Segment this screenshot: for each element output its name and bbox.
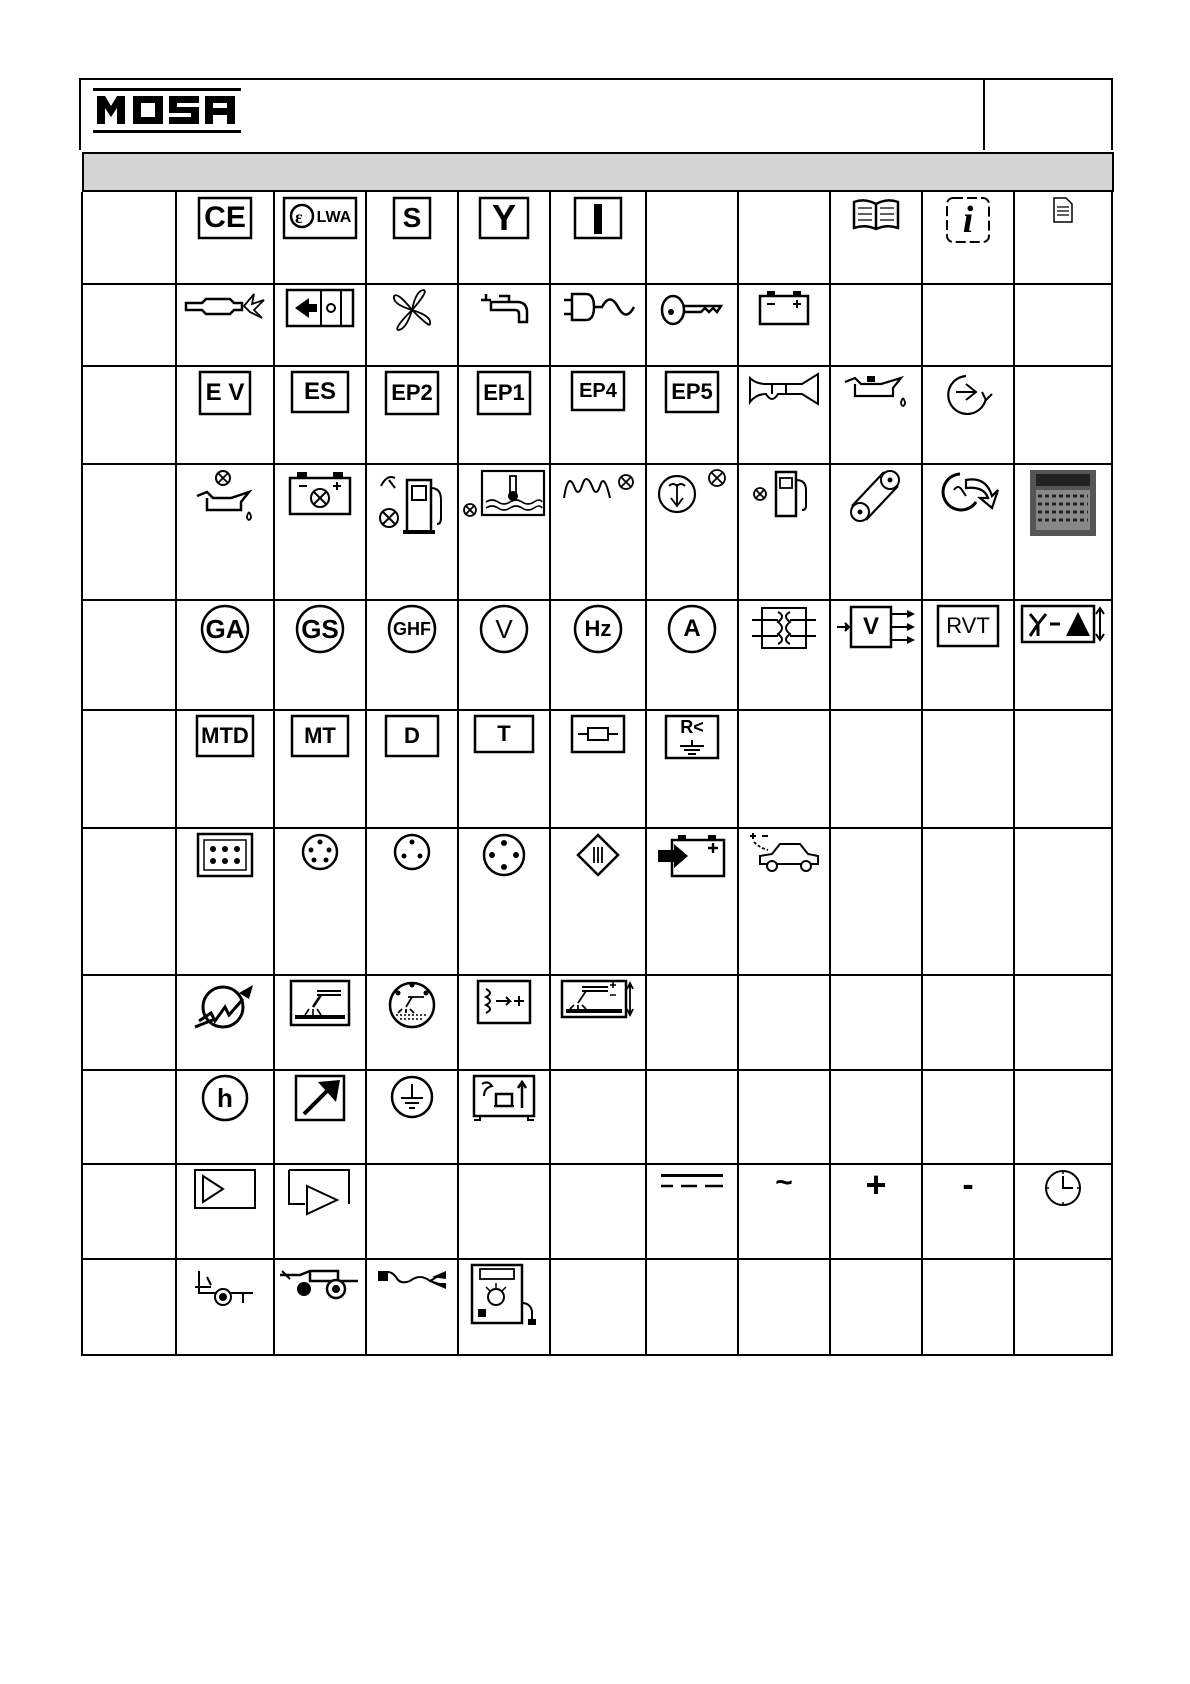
- ghf-circle-label: GHF: [393, 619, 431, 639]
- symbol-cell: [550, 1070, 646, 1164]
- ep2-box-label: EP2: [391, 380, 433, 405]
- symbol-cell: [176, 975, 274, 1070]
- symbol-cell: [366, 1164, 458, 1259]
- oil-can-icon: [841, 370, 911, 410]
- symbol-cell: [274, 1164, 366, 1259]
- ep5-box-label: EP5: [671, 379, 713, 404]
- symbol-cell: [830, 710, 922, 828]
- symbol-cell: [176, 828, 274, 975]
- symbol-cell: [274, 366, 366, 464]
- symbol-cell: [366, 192, 458, 284]
- symbol-cell: [550, 284, 646, 366]
- symbol-cell: [738, 600, 830, 710]
- symbol-cell: [922, 464, 1014, 600]
- symbol-cell: [274, 710, 366, 828]
- symbol-cell: [1014, 1259, 1112, 1355]
- symbol-cell: [646, 600, 738, 710]
- symbol-cell: [738, 1259, 830, 1355]
- sound-power-lwa-icon: [282, 196, 358, 240]
- tap-icon: [477, 288, 531, 336]
- symbol-cell: [458, 710, 550, 828]
- es-box-label: ES: [303, 378, 336, 405]
- symbol-cell: [176, 1259, 274, 1355]
- ep2-box-icon: [384, 370, 440, 416]
- minus-icon: [956, 1168, 980, 1202]
- temperature-protection-icon: [472, 1074, 536, 1122]
- socket-5-pin-icon: [300, 832, 340, 872]
- symbol-cell: [922, 366, 1014, 464]
- fuel-gauge-warning-icon: [377, 468, 447, 538]
- symbol-cell: [646, 284, 738, 366]
- symbol-cell: [830, 1070, 922, 1164]
- symbol-cell: [922, 192, 1014, 284]
- symbol-cell: [550, 600, 646, 710]
- sound-power-lwa-label: LWA: [316, 209, 352, 226]
- symbol-cell: [922, 710, 1014, 828]
- symbol-cell: [550, 464, 646, 600]
- symbol-cell: [830, 366, 922, 464]
- d-box-icon: [384, 714, 440, 758]
- cables-icon: [376, 1263, 448, 1297]
- svg-text:ε: ε: [295, 207, 303, 227]
- symbol-cell: [550, 975, 646, 1070]
- symbol-cell: [646, 1164, 738, 1259]
- remote-control-icon: [468, 1263, 540, 1327]
- preheat-warning-icon: [560, 468, 636, 504]
- symbol-cell: [366, 366, 458, 464]
- rotation-icon: [942, 370, 994, 418]
- belt-icon: [848, 468, 904, 524]
- play-box-icon: [193, 1168, 257, 1210]
- ce-mark-label: CE: [204, 201, 246, 234]
- earth-resistance-label: R<: [680, 717, 704, 737]
- symbol-cell: [738, 464, 830, 600]
- arrow-up-right-icon: [294, 1074, 346, 1122]
- symbol-cell: [646, 192, 738, 284]
- symbol-cell: [1014, 1164, 1112, 1259]
- hz-circle-label: Hz: [584, 616, 612, 641]
- i-box-icon: [573, 196, 623, 240]
- mtd-box-label: MTD: [201, 723, 249, 748]
- symbol-cell: [738, 828, 830, 975]
- key-icon: [659, 288, 725, 328]
- symbol-cell: [1014, 710, 1112, 828]
- symbol-cell: [550, 366, 646, 464]
- symbol-cell: [176, 710, 274, 828]
- v-circle-icon: [479, 604, 529, 654]
- symbol-cell: [830, 192, 922, 284]
- oil-pressure-warning-icon: [193, 468, 257, 524]
- t-box-label: T: [497, 721, 511, 746]
- welding-mode-icon: [289, 979, 351, 1027]
- multi-socket-icon: [196, 832, 254, 878]
- symbol-cell: [738, 192, 830, 284]
- symbol-cell: [458, 464, 550, 600]
- air-filter-warning-icon: [655, 468, 729, 516]
- symbol-cell: [366, 1070, 458, 1164]
- symbol-cell: [550, 1259, 646, 1355]
- battery-warning-icon: [287, 468, 353, 518]
- hour-meter-label: h: [217, 1083, 233, 1113]
- symbol-cell: [830, 1164, 922, 1259]
- voltage-selector-icon: [835, 604, 917, 650]
- welding-adjust-icon: [1020, 604, 1106, 644]
- symbol-cell: [176, 1164, 274, 1259]
- symbol-cell: [830, 464, 922, 600]
- voltage-selector-label: V: [862, 613, 879, 640]
- mt-box-label: MT: [304, 723, 336, 748]
- symbol-cell: [366, 464, 458, 600]
- car-start-icon: [746, 832, 822, 876]
- symbol-cell: [176, 192, 274, 284]
- ghf-circle-icon: [387, 604, 437, 654]
- mtd-box-icon: [195, 714, 255, 758]
- y-box-label: Y: [491, 197, 516, 238]
- symbol-cell: [922, 600, 1014, 710]
- symbol-cell: [1014, 284, 1112, 366]
- symbol-cell: [922, 1070, 1014, 1164]
- symbol-cell: [274, 975, 366, 1070]
- symbol-cell: [366, 284, 458, 366]
- open-book-icon: [851, 196, 901, 232]
- symbol-cell: [1014, 600, 1112, 710]
- ep1-box-label: EP1: [483, 380, 525, 405]
- mt-box-icon: [290, 714, 350, 758]
- symbol-cell: [274, 192, 366, 284]
- symbol-cell: [738, 284, 830, 366]
- symbol-cell: [176, 1070, 274, 1164]
- ev-box-label: E V: [205, 379, 245, 406]
- plug-icon: [560, 288, 636, 326]
- symbol-cell: [550, 1164, 646, 1259]
- arc-force-icon: [191, 979, 259, 1035]
- symbol-cell: [550, 710, 646, 828]
- gs-circle-icon: [295, 604, 345, 654]
- symbol-cell: [176, 600, 274, 710]
- symbol-cell: [1014, 192, 1112, 284]
- transformer-icon: [750, 604, 818, 652]
- hz-circle-icon: [573, 604, 623, 654]
- rvt-box-icon: [936, 604, 1000, 648]
- earth-resistance-icon: [664, 714, 720, 760]
- symbol-cell: [176, 464, 274, 600]
- speed-icon: [936, 468, 1000, 512]
- symbol-cell: [830, 828, 922, 975]
- panel-image-icon: [1028, 468, 1098, 538]
- fuse-icon: [570, 714, 626, 754]
- ga-circle-label: GA: [205, 614, 245, 644]
- symbol-cell: [738, 710, 830, 828]
- symbol-cell: [458, 1070, 550, 1164]
- battery-charger-icon: [656, 832, 728, 878]
- symbol-cell: [366, 1259, 458, 1355]
- t-box-icon: [473, 714, 535, 754]
- symbol-cell: [366, 600, 458, 710]
- symbol-cell: [1014, 828, 1112, 975]
- gs-circle-label: GS: [301, 614, 339, 644]
- symbol-cell: [274, 284, 366, 366]
- clock-icon: [1043, 1168, 1083, 1208]
- symbol-cell: [274, 828, 366, 975]
- symbol-cell: [738, 1164, 830, 1259]
- symbol-cell: [274, 1259, 366, 1355]
- ep5-box-icon: [664, 370, 720, 414]
- ac-label: ~: [775, 1166, 793, 1199]
- symbol-cell: [646, 366, 738, 464]
- symbol-cell: [830, 1259, 922, 1355]
- symbol-cell: [646, 464, 738, 600]
- ep1-box-icon: [476, 370, 532, 416]
- ga-circle-icon: [200, 604, 250, 654]
- symbol-cell: [274, 1070, 366, 1164]
- symbol-cell: [1014, 1070, 1112, 1164]
- symbol-cell: [274, 600, 366, 710]
- plus-label: +: [865, 1164, 887, 1205]
- symbol-cell: [830, 284, 922, 366]
- ep4-box-icon: [570, 370, 626, 412]
- fuel-reserve-warning-icon: [752, 468, 816, 520]
- symbol-cell: [646, 710, 738, 828]
- symbol-cell: [366, 710, 458, 828]
- symbol-cell: [274, 464, 366, 600]
- symbol-cell: [830, 600, 922, 710]
- symbol-cell: [922, 828, 1014, 975]
- symbol-cell: [1014, 975, 1112, 1070]
- symbol-cell: [646, 975, 738, 1070]
- symbol-cell: [458, 284, 550, 366]
- play-box-offset-icon: [287, 1168, 353, 1216]
- fan-icon: [390, 288, 434, 332]
- symbol-cell: [176, 366, 274, 464]
- horn-icon: [746, 370, 822, 408]
- minus-label: -: [962, 1166, 974, 1204]
- symbol-cell: [458, 828, 550, 975]
- inductance-icon: [476, 979, 532, 1025]
- ev-box-icon: [198, 370, 252, 416]
- ac-icon: [769, 1168, 799, 1198]
- symbol-cell: [458, 366, 550, 464]
- s-box-label: S: [402, 202, 422, 233]
- symbol-cell: [922, 1164, 1014, 1259]
- symbol-cell: [458, 975, 550, 1070]
- symbol-cell: [1014, 464, 1112, 600]
- symbol-cell: [176, 284, 274, 366]
- a-circle-label: A: [683, 615, 701, 642]
- welding-circle-icon: [386, 979, 438, 1031]
- ce-mark-icon: [197, 196, 253, 240]
- symbol-cell: [550, 828, 646, 975]
- symbol-cell: [366, 828, 458, 975]
- y-box-icon: [478, 196, 530, 240]
- symbol-cell: [738, 1070, 830, 1164]
- symbol-cell: [738, 975, 830, 1070]
- dc-lines-icon: [659, 1168, 725, 1198]
- hour-meter-icon: [201, 1074, 249, 1122]
- choke-icon: [285, 288, 355, 328]
- ep4-box-label: EP4: [579, 380, 617, 402]
- symbol-cell: [738, 366, 830, 464]
- symbol-cell: [830, 975, 922, 1070]
- glow-plug-icon: [182, 288, 268, 322]
- es-box-icon: [290, 370, 350, 414]
- a-circle-icon: [667, 604, 717, 654]
- rvt-box-label: RVT: [946, 613, 990, 638]
- symbol-cell: [922, 975, 1014, 1070]
- info-label: i: [962, 199, 974, 241]
- symbol-cell: [922, 1259, 1014, 1355]
- battery-icon: [757, 288, 811, 326]
- symbol-cell: [922, 284, 1014, 366]
- d-box-label: D: [404, 723, 420, 748]
- info-icon: [945, 196, 991, 244]
- welding-current-icon: [560, 979, 636, 1019]
- earth-icon: [389, 1074, 435, 1120]
- socket-3-pin-icon: [392, 832, 432, 872]
- trailer-icon: [278, 1263, 362, 1301]
- symbol-cell: [646, 1070, 738, 1164]
- document-icon: [1052, 196, 1074, 224]
- trolley-icon: [193, 1263, 257, 1309]
- s-box-icon: [392, 196, 432, 240]
- symbol-cell: [646, 828, 738, 975]
- v-circle-label: V: [495, 614, 513, 644]
- symbol-cell: [458, 192, 550, 284]
- symbol-cell: [646, 1259, 738, 1355]
- symbol-cell: [550, 192, 646, 284]
- diamond-icon: [575, 832, 621, 878]
- symbol-cell: [458, 1259, 550, 1355]
- symbol-cell: [1014, 366, 1112, 464]
- plus-icon: [861, 1164, 891, 1205]
- socket-4-pin-icon: [481, 832, 527, 878]
- symbol-cell: [458, 1164, 550, 1259]
- symbol-cell: [366, 975, 458, 1070]
- coolant-temperature-icon: [462, 468, 546, 518]
- symbol-cell: [458, 600, 550, 710]
